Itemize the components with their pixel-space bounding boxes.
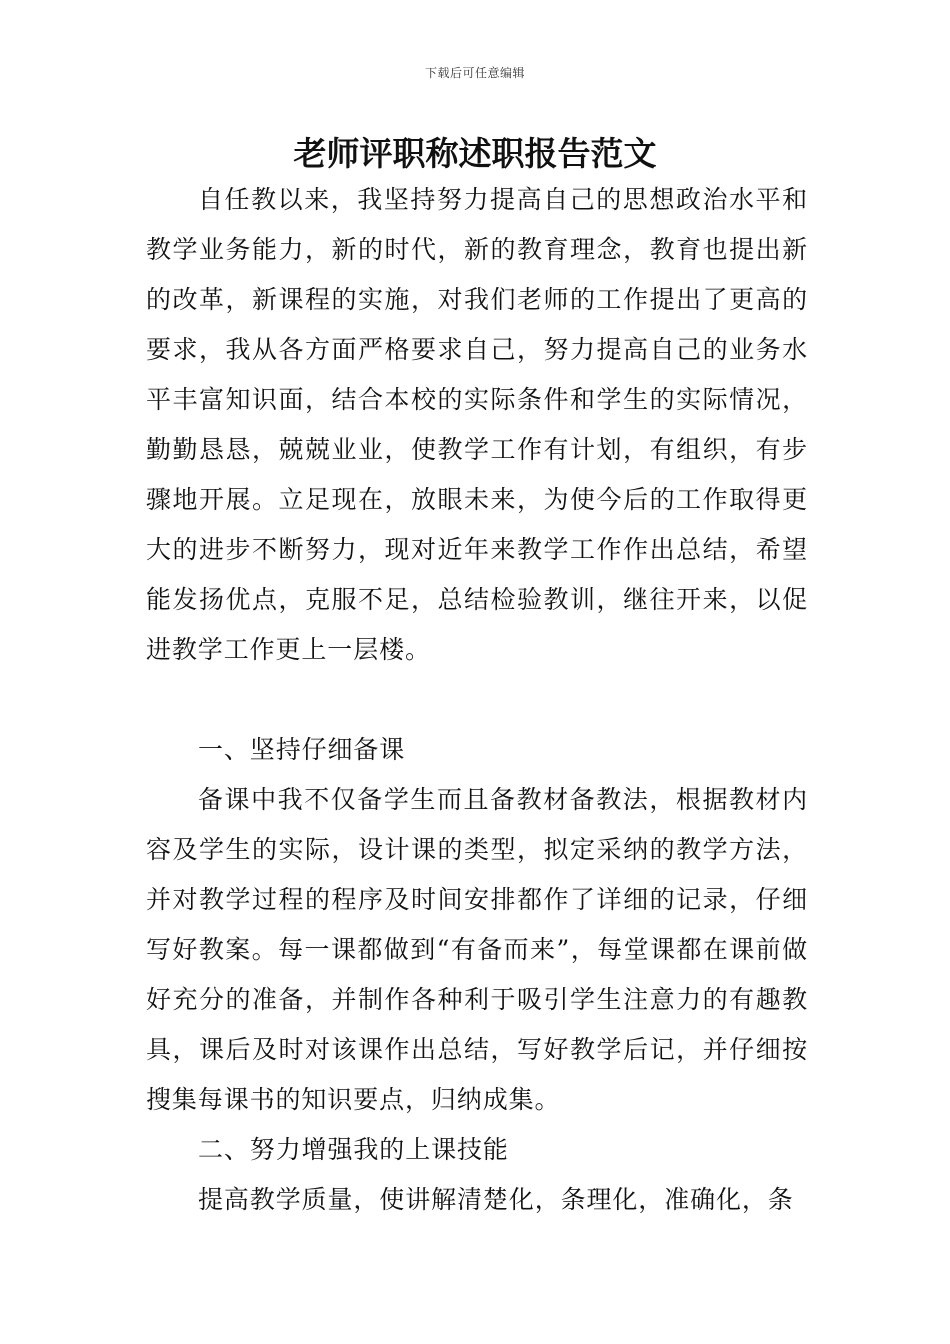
section-heading-1: 一、坚持仔细备课 (198, 735, 406, 764)
paragraph-spacer (146, 675, 808, 725)
intro-paragraph: 自任教以来，我坚持努力提高自己的思想政治水平和教学业务能力，新的时代，新的教育理念，教育也提出新的改革，新课程的实施，对我们老师的工作提出了更高的要求，我从各方面严格要求自己，努力提高自己的业务水平丰富知识面，结合本校的实际条件和学生的实际情况，勤勤恳恳，兢兢业业，使教学工作有计划，有组织，有步骤地开展。立足现在，放眼未来，为使今后的工作取得更大的进步不断努力，现对近年来教学工作作出总结，希望能发扬优点，克服不足，总结检验教训，继往开来，以促进教学工作更上一层楼。 (146, 185, 808, 664)
header-note: 下载后可任意编辑 (424, 66, 525, 80)
document-body (146, 175, 808, 1225)
section-heading-2: 二、努力增强我的上课技能 (198, 1135, 509, 1164)
document-title: 老师评职称述职报告范文 (293, 134, 657, 173)
section-paragraph-2: 提高教学质量，使讲解清楚化，条理化，准确化，条 (198, 1185, 794, 1214)
section-paragraph-1: 备课中我不仅备学生而且备教材备教法，根据教材内容及学生的实际，设计课的类型，拟定采纳的教学方法，并对教学过程的程序及时间安排都作了详细的记录，仔细写好教案。每一课都做到“有备而来”，每堂课都在课前做好充分的准备，并制作各种利于吸引学生注意力的有趣教具，课后及时对该课作出总结，写好教学后记，并仔细按搜集每课书的知识要点，归纳成集。 (146, 785, 808, 1114)
